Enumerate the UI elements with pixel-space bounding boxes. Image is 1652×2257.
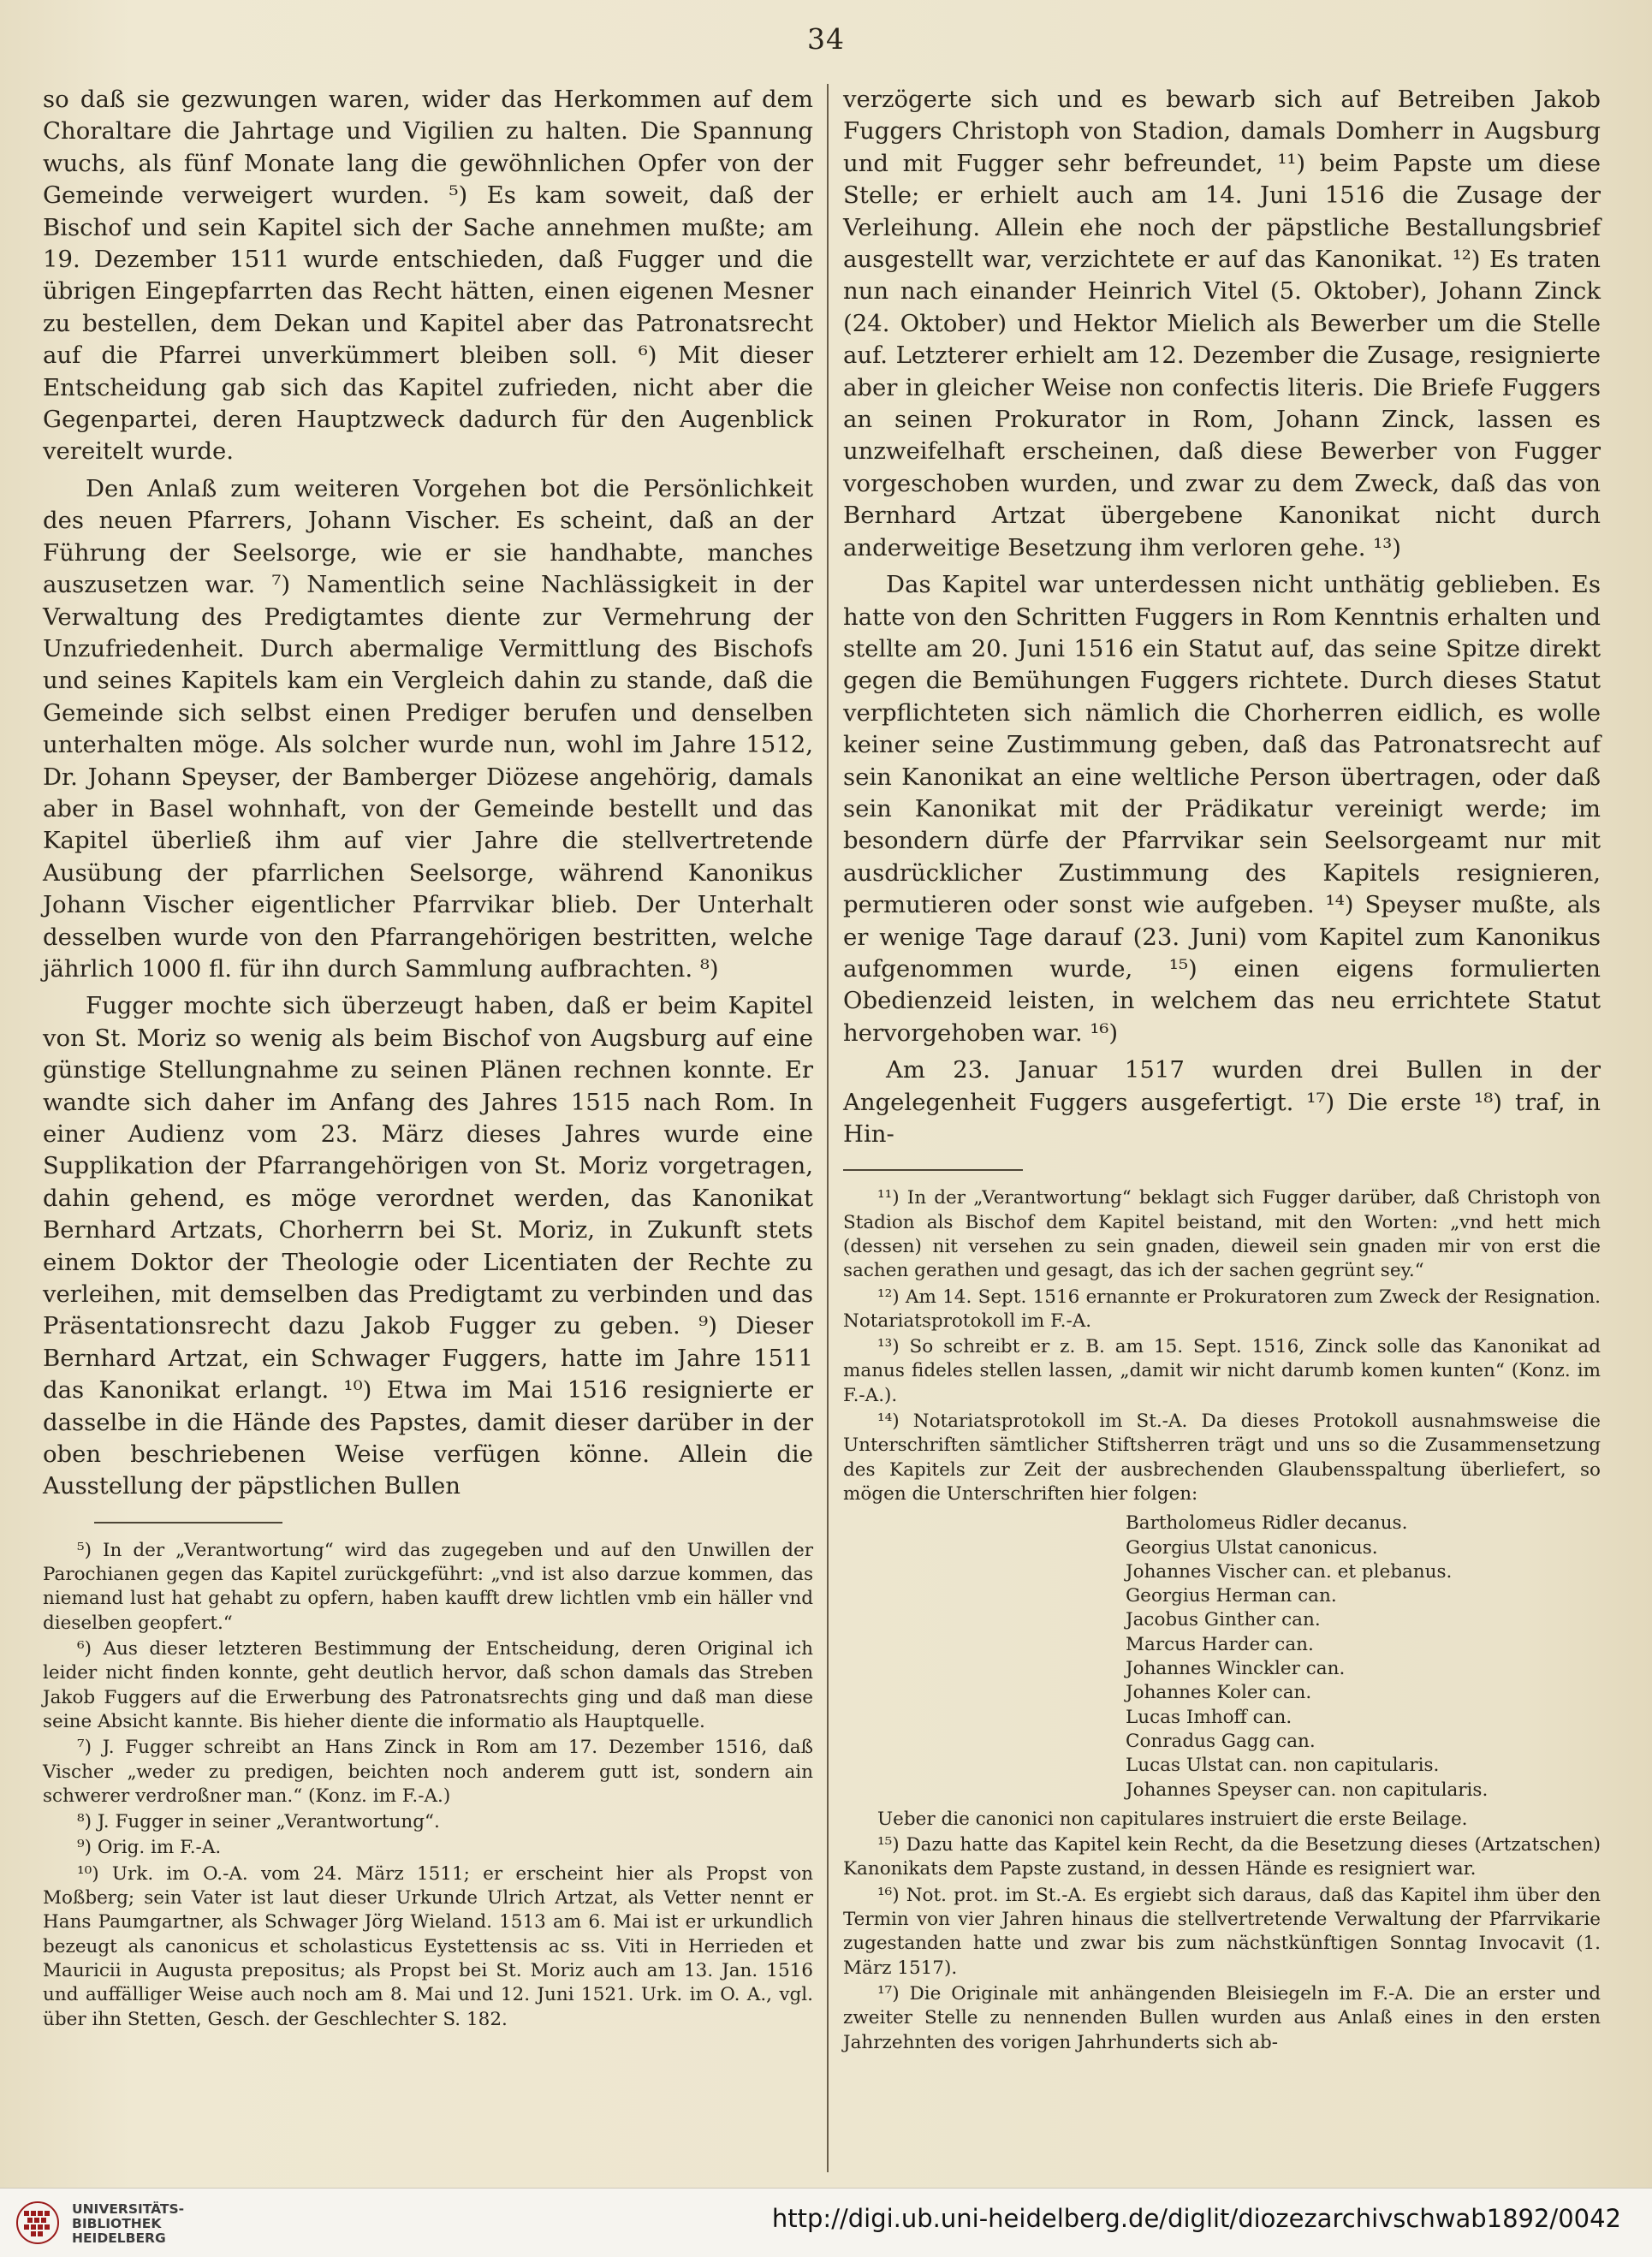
signatory: Jacobus Ginther can. — [1126, 1609, 1321, 1631]
footnote: ¹⁵) Dazu hatte das Kapitel kein Recht, da die Besetzung dieses (Artzatschen) Kanonikats dem Papste zustand, in dessen Hände es resigniert war. — [843, 1834, 1601, 1880]
page-number: 34 — [807, 22, 845, 56]
footnote: ¹²) Am 14. Sept. 1516 ernannte er Prokuratoren zum Zweck der Resignation. Notariatsprotokoll im F.-A. — [843, 1286, 1601, 1332]
logo-line: UNIVERSITÄTS- — [72, 2201, 185, 2217]
signatory: Johannes Vischer can. et plebanus. — [1126, 1560, 1453, 1583]
footnote: ⁹) Orig. im F.-A. — [77, 1837, 222, 1859]
paragraph: Das Kapitel war unterdessen nicht unthätig geblieben. Es hatte von den Schritten Fuggers in Rom Kenntnis erhalten und stellte am 20. Juni 1516 ein Statut auf, das seine Spitze direkt gegen die Bemühungen Fuggers richtete. Durch dieses Statut verpflichteten sich nämlich die Chorherren eidlich, es wolle keiner seine Zustimmung geben, daß das Patronatsrecht auf sein Kanonikat an eine weltliche Person übertragen, oder daß sein Kanonikat mit der Prädikatur vereinigt werde; im besondern dürfe der Pfarrvikar sein Seelsorgeamt nur mit ausdrücklicher Zustimmung des Kapitels resignieren, permutieren oder sonst wie aufgeben. ¹⁴) Speyser mußte, als er wenige Tage darauf (23. Juni) vom Kapitel zum Kanonikus aufgenommen wurde, ¹⁵) einen eigens formulierten Obedienzeid leisten, in welchem das neu errichtete Statut hervorgehoben war. ¹⁶) — [843, 571, 1601, 1047]
footer-bar — [0, 2188, 1652, 2257]
signatory: Conradus Gagg can. — [1126, 1730, 1316, 1752]
paragraph: verzögerte sich und es bewarb sich auf Betreiben Jakob Fuggers Christoph von Stadion, damals Domherr in Augsburg und mit Fugger sehr befreundet, ¹¹) beim Papste um diese Stelle; er erhielt auch am 14. Juni 1516 die Zusage der Verleihung. Allein ehe noch der päpstliche Bestallungsbrief ausgestellt war, verzichtete er auf das Kanonikat. ¹²) Es traten nun nach einander Heinrich Vitel (5. Oktober), Johann Zinck (24. Oktober) und Hektor Mielich als Bewerber um die Stelle auf. Letzterer erhielt am 12. Dezember die Zusage, resignierte aber in gleicher Weise non confectis literis. Die Briefe Fuggers an seinen Prokurator in Rom, Johann Zinck, lassen es unzweifelhaft erscheinen, daß diese Bewerber von Fugger vorgeschoben wurden, und zwar zu dem Zweck, daß das von Bernhard Artzat übergebene Kanonikat nicht durch anderweitige Besetzung ihm verloren gehe. ¹³) — [843, 86, 1601, 561]
footnote: ¹⁷) Die Originale mit anhängenden Bleisiegeln im F.-A. Die an erster und zweiter Stelle zu nennenden Bullen wurden aus Anlaß eines in den ersten Jahrzehnten des vorigen Jahrhunderts sich ab- — [843, 1982, 1601, 2053]
library-seal-icon — [15, 2201, 60, 2245]
paragraph: Den Anlaß zum weiteren Vorgehen bot die Persönlichkeit des neuen Pfarrers, Johann Vischer. Es scheint, daß an der Führung der Seelsorge, wie er sie handhabte, manches auszusetzen war. ⁷) Namentlich seine Nachlässigkeit in der Verwaltung des Predigtamtes diente zur Vermehrung der Unzufriedenheit. Durch abermalige Vermittlung des Bischofs und seines Kapitels kam ein Vergleich dahin zu stande, daß die Gemeinde sich selbst einen Prediger berufen und denselben unterhalten möge. Als solcher wurde nun, wohl im Jahre 1512, Dr. Johann Speyser, der Bamberger Diözese angehörig, damals aber in Basel wohnhaft, von der Gemeinde bestellt und das Kapitel überließ ihm auf vier Jahre die stellvertretende Ausübung der pfarrlichen Seelsorge, während Kanonikus Johann Vischer eigentlicher Pfarrvikar blieb. Der Unterhalt desselben wurde von den Pfarrangehörigen bestritten, welche jährlich 1000 fl. für ihn durch Sammlung aufbrachten. ⁸) — [43, 474, 813, 983]
signatory: Lucas Ulstat can. non capitularis. — [1126, 1755, 1440, 1777]
signatory: Johannes Speyser can. non capitularis. — [1126, 1779, 1489, 1801]
library-logo-text — [72, 2202, 260, 2246]
footnote-divider — [94, 1522, 282, 1523]
signatory: Georgius Ulstat canonicus. — [1126, 1536, 1378, 1559]
column-divider — [827, 84, 829, 2172]
footnote: ¹⁰) Urk. im O.-A. vom 24. März 1511; er erscheint hier als Propst von Moßberg; sein Vater ist laut dieser Urkunde Ulrich Artzat, als Vetter nennt er Hans Paumgartner, als Schwager Jörg Wieland. 1513 am 6. Mai ist er urkundlich bezeugt als canonicus et scholasticus Eystettensis ac ss. Viti in Herrieden et Mauricii in Augusta prepositus; als Propst bei St. Moriz auch am 13. Jan. 1516 und auffälliger Weise auch noch am 8. Mai und 12. Juni 1521. Urk. im O. A., vgl. über ihn Stetten, Gesch. der Geschlechter S. 182. — [43, 1862, 813, 2030]
logo-line: BIBLIOTHEK — [72, 2216, 162, 2231]
signatory: Marcus Harder can. — [1126, 1633, 1314, 1655]
logo-line: HEIDELBERG — [72, 2230, 166, 2246]
footnote-divider — [843, 1169, 1023, 1171]
source-url[interactable]: http://digi.ub.uni-heidelberg.de/diglit/diozezarchivschwab1892/0042 — [771, 2204, 1621, 2233]
signatory: Bartholomeus Ridler decanus. — [1126, 1512, 1408, 1535]
signatory: Lucas Imhoff can. — [1126, 1706, 1292, 1728]
footnote: ¹¹) In der „Verantwortung“ beklagt sich Fugger darüber, daß Christoph von Stadion als Bischof dem Kapitel beistand, mit den Worten: „vnd hett mich (dessen) nit versehen zu sein gnaden, dieweil sein gnaden mir von erst die sachen gerathen und gesagt, das ich der sachen gegrünt sey.“ — [843, 1187, 1601, 1282]
paragraph: Am 23. Januar 1517 wurden drei Bullen in der Angelegenheit Fuggers ausgefertigt. ¹⁷) Die erste ¹⁸) traf, in Hin- — [843, 1056, 1601, 1148]
footnote: ¹⁴) Notariatsprotokoll im St.-A. Da dieses Protokoll ausnahmsweise die Unterschriften sämtlicher Stiftsherren trägt und uns so die Zusammensetzung des Kapitels zur Zeit der ausbrechenden Glaubensspaltung überliefert, so mögen die Unterschriften hier folgen: — [843, 1411, 1601, 1505]
footnote: ⁷) J. Fugger schreibt an Hans Zinck in Rom am 17. Dezember 1516, daß Vischer „weder zu predigen, beichten noch anderem gutt ist, sondern ain schwerer verdroßner man.“ (Konz. im F.-A.) — [43, 1737, 813, 1807]
footnote: ⁵) In der „Verantwortung“ wird das zugegeben und auf den Unwillen der Parochianen gegen das Kapitel zurückgeführt: „vnd ist also darzue kommen, das niemand lust hat gehabt zu opfern, haben kaufft drew lichtlen vmb ein häller vnd dieselben geopfert.“ — [43, 1539, 813, 1634]
footnote: ¹³) So schreibt er z. B. am 15. Sept. 1516, Zinck solle das Kanonikat ad manus fideles stellen lassen, „damit wir nicht darumb komen kunten“ (Konz. im F.-A.). — [843, 1336, 1601, 1406]
footnote: ⁶) Aus dieser letzteren Bestimmung der Entscheidung, deren Original ich leider nicht finden konnte, geht deutlich hervor, daß schon damals das Streben Jakob Fuggers auf die Erwerbung des Patronatsrechts ging und daß man diese seine Absicht kannte. Bis hieher diente die informatio als Hauptquelle. — [43, 1638, 813, 1732]
right-column — [843, 84, 1601, 2057]
footnote: ¹⁶) Not. prot. im St.-A. Es ergiebt sich daraus, daß das Kapitel ihm über den Termin von vier Jahren hinaus die stellvertretende Verwaltung der Pfarrvikarie zugestanden hatte und zwar bis zum nächstkünftigen Sonntag Invocavit (1. März 1517). — [843, 1884, 1601, 1979]
signatory: Georgius Herman can. — [1126, 1585, 1337, 1607]
signatory-list — [1126, 1512, 1601, 1803]
signatory: Johannes Koler can. — [1126, 1682, 1312, 1704]
signatory: Johannes Winckler can. — [1126, 1658, 1346, 1680]
footnote: ⁸) J. Fugger in seiner „Verantwortung“. — [77, 1811, 440, 1833]
left-column — [43, 84, 813, 2034]
paragraph: so daß sie gezwungen waren, wider das Herkommen auf dem Choraltare die Jahrtage und Vigilien zu halten. Die Spannung wuchs, als fünf Monate lang die gewöhnlichen Opfer von der Gemeinde verweigert wurden. ⁵) Es kam soweit, daß der Bischof und sein Kapitel sich der Sache annehmen mußte; am 19. Dezember 1511 wurde entschieden, daß Fugger und die übrigen Eingepfarrten das Recht hätten, einen eigenen Mesner zu bestellen, dem Dekan und Kapitel aber das Patronatsrecht auf die Pfarrei unverkümmert bleiben soll. ⁶) Mit dieser Entscheidung gab sich das Kapitel zufrieden, nicht aber die Gegenpartei, deren Hauptzweck dadurch für den Augenblick vereitelt wurde. — [43, 86, 813, 466]
footnote: Ueber die canonici non capitulares instruiert die erste Beilage. — [877, 1808, 1468, 1830]
paragraph: Fugger mochte sich überzeugt haben, daß er beim Kapitel von St. Moriz so wenig als beim Bischof von Augsburg auf eine günstige Stellungnahme zu seinen Plänen rechnen konnte. Er wandte sich daher im Anfang des Jahres 1515 nach Rom. In einer Audienz vom 23. März dieses Jahres wurde eine Supplikation der Pfarrangehörigen von St. Moriz vorgetragen, dahin gehend, es möge verordnet werden, das Kanonikat Bernhard Artzats, Chorherrn bei St. Moriz, in Zukunft stets einem Doktor der Theologie oder Licentiaten der Rechte zu verleihen, mit demselben das Predigtamt zu verbinden und das Präsentationsrecht dazu Jakob Fugger zu geben. ⁹) Dieser Bernhard Artzat, ein Schwager Fuggers, hatte im Jahre 1511 das Kanonikat erlangt. ¹⁰) Etwa im Mai 1516 resignierte er dasselbe in die Hände des Papstes, damit dieser darüber in der oben beschriebenen Weise verfügen könne. Allein die Ausstellung der päpstlichen Bullen — [43, 992, 813, 1500]
